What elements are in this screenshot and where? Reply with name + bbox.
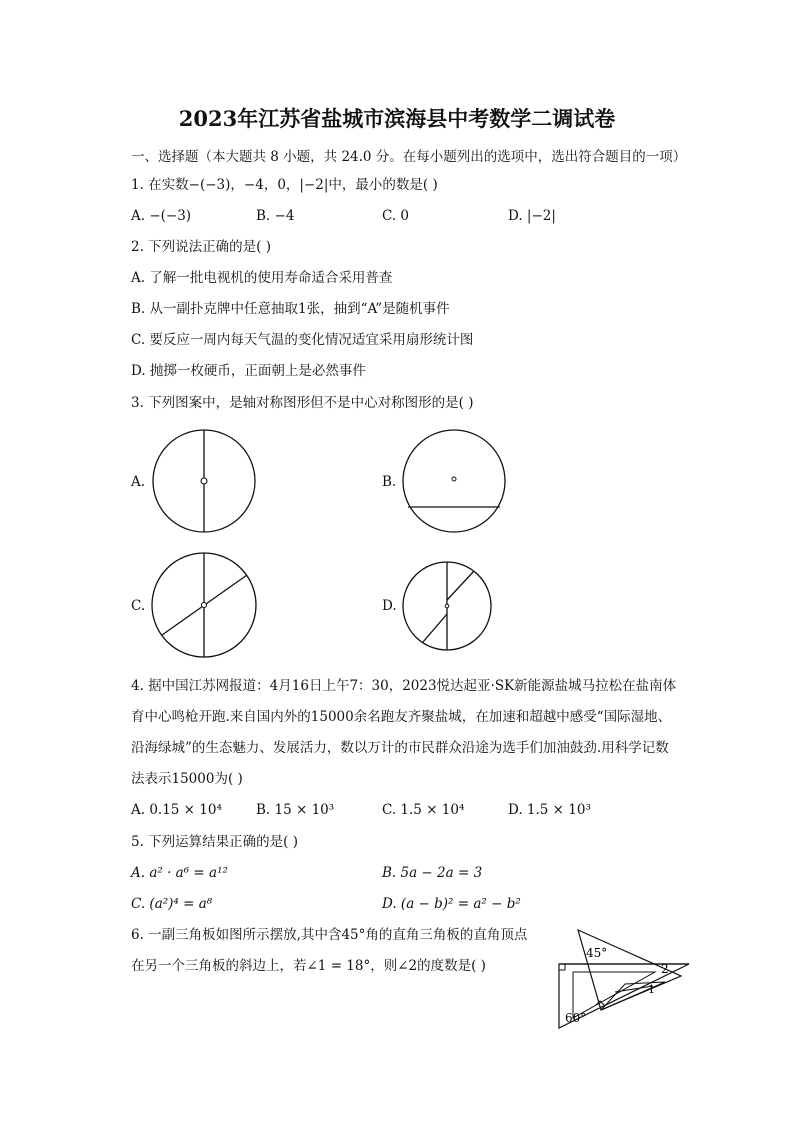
- q4-stem-line3: 沿海绿城”的生态魅力、发展活力，数以万计的市民群众沿途为选手们加油鼓劲.用科学记数: [131, 740, 669, 756]
- q3-figure-a[interactable]: [150, 428, 260, 534]
- q3-stem: 3. 下列图案中，是轴对称图形但不是中心对称图形的是( ): [131, 395, 474, 411]
- fig-label-1: 1: [648, 983, 655, 996]
- q1-option-d[interactable]: D. |−2|: [508, 208, 556, 224]
- q6-stem-line2: 在另一个三角板的斜边上，若∠1 = 18°，则∠2的度数是( ): [131, 958, 486, 974]
- q4-stem-line1: 4. 据中国江苏网报道：4月16日上午7：30，2023悦达起亚·SK新能源盐城马拉松在盐南体: [131, 678, 677, 694]
- q5-option-c[interactable]: C. (a²)⁴ = a⁸: [131, 896, 213, 912]
- q3-option-b-label[interactable]: B.: [382, 474, 397, 490]
- q3-option-a-label[interactable]: A.: [131, 474, 146, 490]
- q4-option-c[interactable]: C. 1.5 × 10⁴: [382, 802, 465, 818]
- q4-stem-line2: 育中心鸣枪开跑.来自国内外的15000余名跑友齐聚盐城，在加速和超越中感受“国际湿地、: [131, 709, 672, 725]
- fig-label-45: 45°: [586, 946, 608, 960]
- q2-option-d[interactable]: D. 抛掷一枚硬币，正面朝上是必然事件: [131, 363, 366, 379]
- q5-stem: 5. 下列运算结果正确的是( ): [131, 834, 298, 850]
- q3-figure-c[interactable]: [150, 551, 260, 659]
- q6-triangle-figure: [555, 926, 693, 1034]
- fig-label-2: 2: [661, 962, 669, 976]
- q5-option-b[interactable]: B. 5a − 2a = 3: [382, 865, 483, 881]
- q3-option-d-label[interactable]: D.: [382, 598, 397, 614]
- q3-option-c-label[interactable]: C.: [131, 598, 146, 614]
- q1-option-c[interactable]: C. 0: [382, 208, 410, 224]
- q4-option-d[interactable]: D. 1.5 × 10³: [508, 802, 591, 818]
- q4-stem-line4: 法表示15000为( ): [131, 771, 243, 787]
- section-heading: 一、选择题（本大题共 8 小题，共 24.0 分。在每小题列出的选项中，选出符合题目的一项）: [131, 149, 687, 165]
- q1-option-b[interactable]: B. −4: [256, 208, 295, 224]
- q4-option-b[interactable]: B. 15 × 10³: [256, 802, 335, 818]
- q1-option-a[interactable]: A. −(−3): [131, 208, 192, 224]
- fig-label-60: 60°: [565, 1011, 587, 1025]
- q4-option-a[interactable]: A. 0.15 × 10⁴: [131, 802, 222, 818]
- q1-stem: 1. 在实数−(−3)，−4，0，|−2|中，最小的数是( ): [131, 177, 438, 193]
- q3-figure-b[interactable]: [401, 428, 507, 534]
- q5-option-d[interactable]: D. (a − b)² = a² − b²: [382, 896, 521, 912]
- q3-figure-d[interactable]: [401, 560, 495, 652]
- q2-option-a[interactable]: A. 了解一批电视机的使用寿命适合采用普查: [131, 270, 393, 286]
- q2-stem: 2. 下列说法正确的是( ): [131, 239, 271, 255]
- page-title: 2023年江苏省盐城市滨海县中考数学二调试卷: [178, 106, 616, 131]
- q2-option-b[interactable]: B. 从一副扑克牌中任意抽取1张，抽到“A”是随机事件: [131, 301, 450, 317]
- q6-stem-line1: 6. 一副三角板如图所示摆放,其中含45°角的直角三角板的直角顶点: [131, 927, 528, 943]
- q5-option-a[interactable]: A. a² · a⁶ = a¹²: [131, 865, 228, 881]
- q2-option-c[interactable]: C. 要反应一周内每天气温的变化情况适宜采用扇形统计图: [131, 332, 474, 348]
